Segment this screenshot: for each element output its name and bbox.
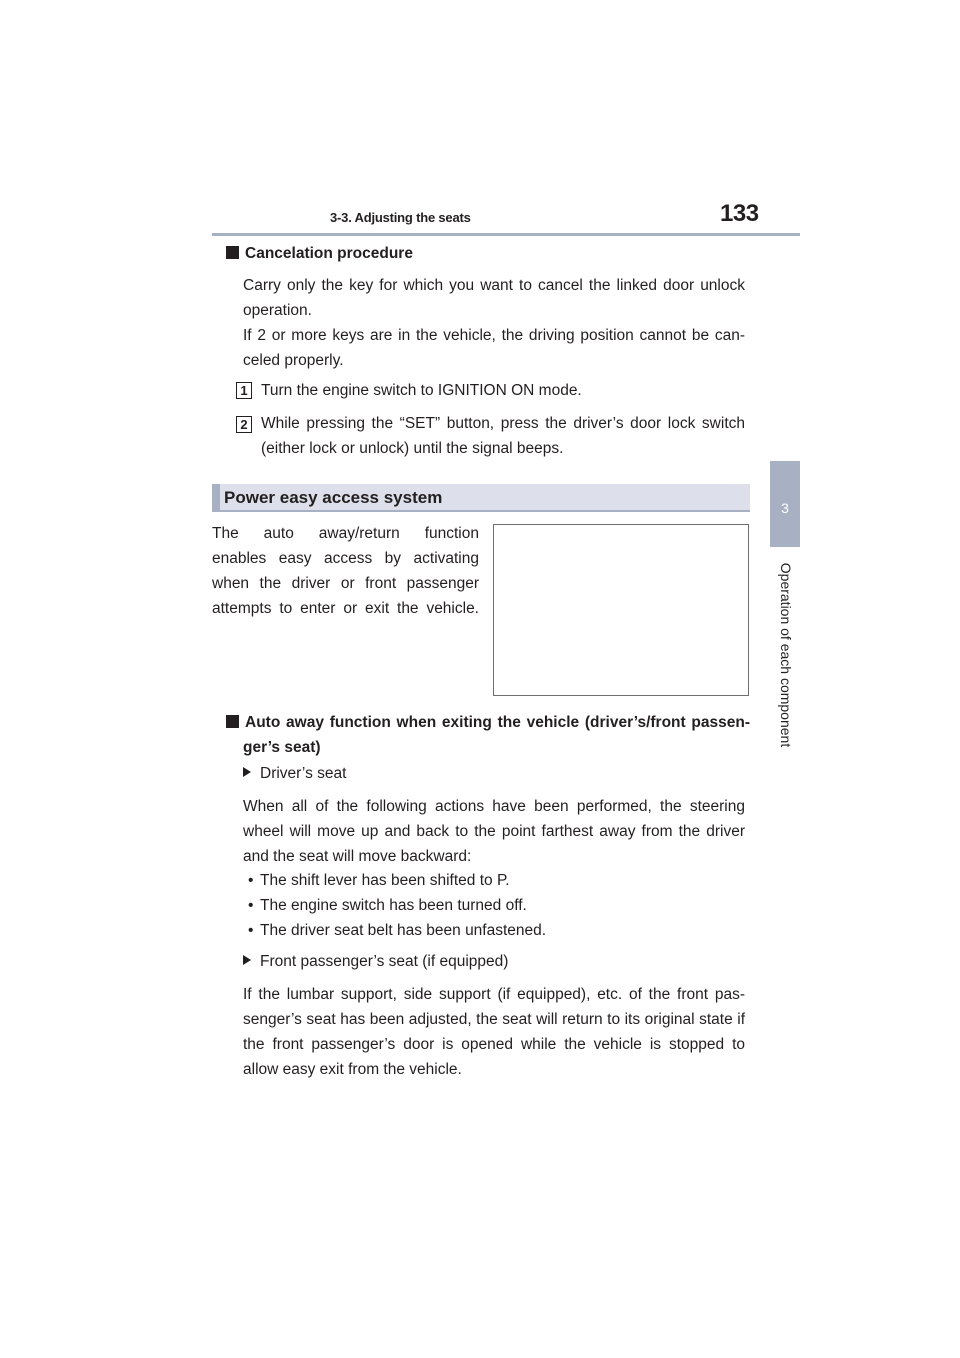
auto-away-heading-line-1	[226, 710, 750, 735]
cancel-para-1-line-2: operation.	[243, 302, 312, 319]
cancel-para-2-line-2: celed properly.	[243, 352, 344, 369]
driver-line: wheel will move up and back to the point farthest away from the driver	[243, 823, 745, 840]
auto-away-heading	[226, 710, 750, 760]
passenger-line: allow easy exit from the vehicle.	[243, 1061, 462, 1078]
step-2-text	[261, 411, 745, 461]
step-2-line-2: (either lock or unlock) until the signal beeps.	[261, 440, 564, 457]
driver-line: and the seat will move backward:	[243, 848, 472, 865]
intro-paragraph	[212, 521, 479, 621]
cancel-heading-text: Cancelation procedure	[245, 245, 413, 262]
step-1-text: Turn the engine switch to IGNITION ON mode.	[261, 382, 582, 399]
driver-seat-label	[243, 765, 346, 783]
auto-away-heading-text: Auto away function when exiting the vehicle (driver’s/front passen-	[245, 714, 750, 731]
square-bullet-icon	[226, 246, 239, 259]
header-rule	[212, 233, 800, 236]
list-item: • The driver seat belt has been unfastened.	[248, 922, 547, 939]
driver-seat-label-text: Driver’s seat	[260, 765, 347, 782]
step-2-line-1: While pressing the “SET” button, press the driver’s door lock switch	[261, 415, 745, 432]
list-item-text: The driver seat belt has been unfastened.	[260, 922, 547, 939]
cancel-para-1-line-1: Carry only the key for which you want to cancel the linked door unlock	[243, 277, 745, 294]
passenger-seat-label-text: Front passenger’s seat (if equipped)	[260, 953, 509, 970]
square-bullet-icon	[226, 715, 239, 728]
step-number-box: 1	[236, 382, 252, 399]
list-item: • The shift lever has been shifted to P.	[248, 872, 510, 889]
intro-line: when the driver or front passenger	[212, 575, 479, 592]
passenger-line: If the lumbar support, side support (if equipped), etc. of the front pas-	[243, 986, 745, 1003]
passenger-paragraph	[243, 982, 745, 1082]
intro-line: enables easy access by activating	[212, 550, 479, 567]
illustration-frame	[493, 524, 749, 696]
page-number: 133	[720, 200, 759, 227]
list-item: • The engine switch has been turned off.	[248, 897, 527, 914]
passenger-line: the front passenger’s door is opened while the vehicle is stopped to	[243, 1036, 745, 1053]
driver-bullet-list	[248, 868, 745, 943]
intro-line: The auto away/return function	[212, 525, 479, 542]
driver-paragraph	[243, 794, 745, 869]
triangle-bullet-icon	[243, 767, 251, 777]
running-header-section: 3-3. Adjusting the seats	[330, 210, 471, 225]
cancel-heading	[226, 245, 413, 263]
passenger-line: senger’s seat has been adjusted, the seat will return to its original state if	[243, 1011, 745, 1028]
list-item-text: The engine switch has been turned off.	[260, 897, 527, 914]
section-title: Power easy access system	[224, 488, 443, 507]
cancel-para-2-line-1: If 2 or more keys are in the vehicle, the driving position cannot be can-	[243, 327, 745, 344]
step-number-box: 2	[236, 416, 252, 433]
passenger-seat-label	[243, 953, 508, 971]
chapter-title: Operation of each component	[778, 562, 794, 748]
cancel-para-2	[243, 323, 745, 373]
chapter-number: 3	[781, 500, 789, 516]
list-item-text: The shift lever has been shifted to P.	[260, 872, 510, 889]
cancel-para-1	[243, 273, 745, 323]
intro-line: attempts to enter or exit the vehicle.	[212, 600, 479, 617]
auto-away-heading-line-2: ger’s seat)	[243, 739, 321, 756]
triangle-bullet-icon	[243, 955, 251, 965]
driver-line: When all of the following actions have been performed, the steering	[243, 798, 745, 815]
